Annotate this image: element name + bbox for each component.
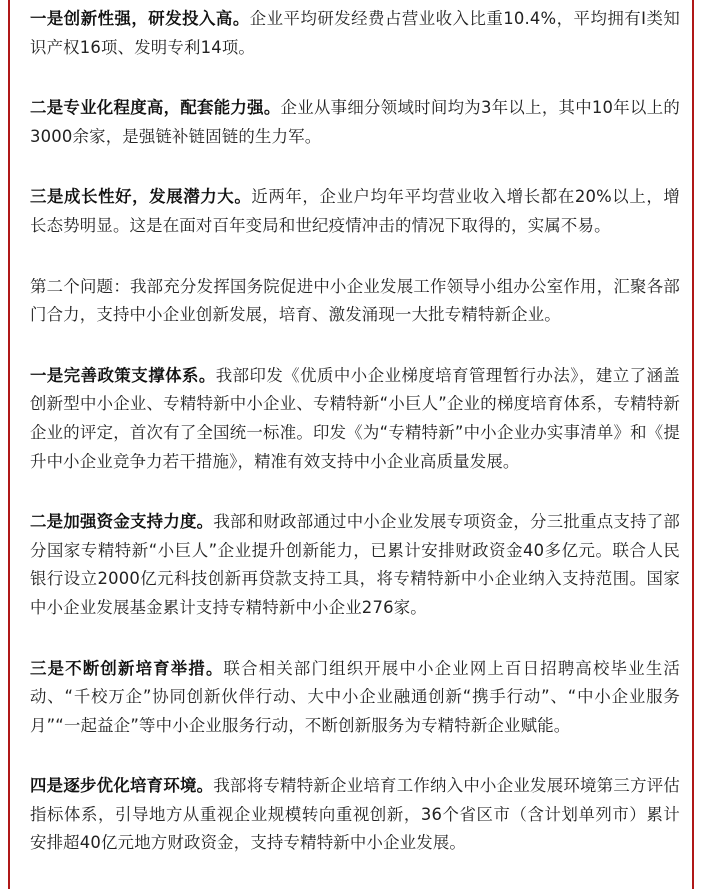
paragraph-specialization bbox=[30, 94, 680, 151]
paragraph-lead: 一是创新性强，研发投入高。 bbox=[30, 9, 250, 28]
paragraph-text: 近两年，企业户均年平均营业收入增长都在20%以上，增长态势明显。这是在面对百年变局和世纪疫情冲击的情况下取得的，实属不易。 bbox=[30, 187, 680, 235]
paragraph-lead: 四是逐步优化培育环境。 bbox=[30, 776, 214, 796]
paragraph-cultivation-measures bbox=[30, 655, 680, 741]
paragraph-lead: 二是加强资金支持力度。 bbox=[30, 512, 214, 532]
article-body bbox=[30, 5, 680, 890]
paragraph-text: 第二个问题：我部充分发挥国务院促进中小企业发展工作领导小组办公室作用，汇聚各部门合力，支持中小企业创新发展，培育、激发涌现一大批专精特新企业。 bbox=[30, 276, 680, 325]
paragraph-text: 企业从事细分领域时间均为3年以上，其中10年以上的3000余家，是强链补链固链的生力军。 bbox=[30, 98, 680, 146]
paragraph-text: 我部将专精特新企业培育工作纳入中小企业发展环境第三方评估指标体系，引导地方从重视企业规模转向重视创新，36个省区市（含计划单列市）累计安排超40亿元地方财政资金，支持专精特新中小企业发展。 bbox=[30, 776, 680, 853]
paragraph-policy-system bbox=[30, 362, 680, 476]
right-border-line bbox=[692, 0, 694, 889]
paragraph-funding bbox=[30, 508, 680, 622]
paragraph-environment bbox=[30, 772, 680, 858]
paragraph-second-question bbox=[30, 273, 680, 330]
paragraph-text: 联合相关部门组织开展中小企业网上百日招聘高校毕业生活动、“千校万企”协同创新伙伴行动、大中小企业融通创新“携手行动”、“中小企业服务月”“一起益企”等中小企业服务行动，不断创新服务为专精特新企业赋能。 bbox=[30, 658, 680, 735]
paragraph-text: 我部和财政部通过中小企业发展专项资金，分三批重点支持了部分国家专精特新“小巨人”企业提升创新能力，已累计安排财政资金40多亿元。联合人民银行设立2000亿元科技创新再贷款支持工具，将专精特新中小企业纳入支持范围。国家中小企业发展基金累计支持专精特新中小企业276家。 bbox=[30, 512, 680, 617]
paragraph-text: 我部印发《优质中小企业梯度培育管理暂行办法》，建立了涵盖创新型中小企业、专精特新中小企业、专精特新“小巨人”企业的梯度培育体系，专精特新企业的评定，首次有了全国统一标准。印发《为“专精特新”中小企业办实事清单》和《提升中小企业竞争力若干措施》，精准有效支持中小企业高质量发展。 bbox=[30, 365, 680, 471]
paragraph-lead: 三是不断创新培育举措。 bbox=[30, 658, 224, 678]
paragraph-lead: 三是成长性好，发展潜力大。 bbox=[30, 187, 252, 207]
paragraph-text: 企业平均研发经费占营业收入比重10.4%，平均拥有I类知识产权16项、发明专利14项。 bbox=[30, 9, 680, 57]
left-border-line bbox=[8, 0, 10, 889]
paragraph-growth bbox=[30, 183, 680, 240]
paragraph-lead: 一是完善政策支撑体系。 bbox=[30, 365, 216, 385]
paragraph-innovation bbox=[30, 5, 680, 62]
paragraph-lead: 二是专业化程度高，配套能力强。 bbox=[30, 98, 281, 118]
